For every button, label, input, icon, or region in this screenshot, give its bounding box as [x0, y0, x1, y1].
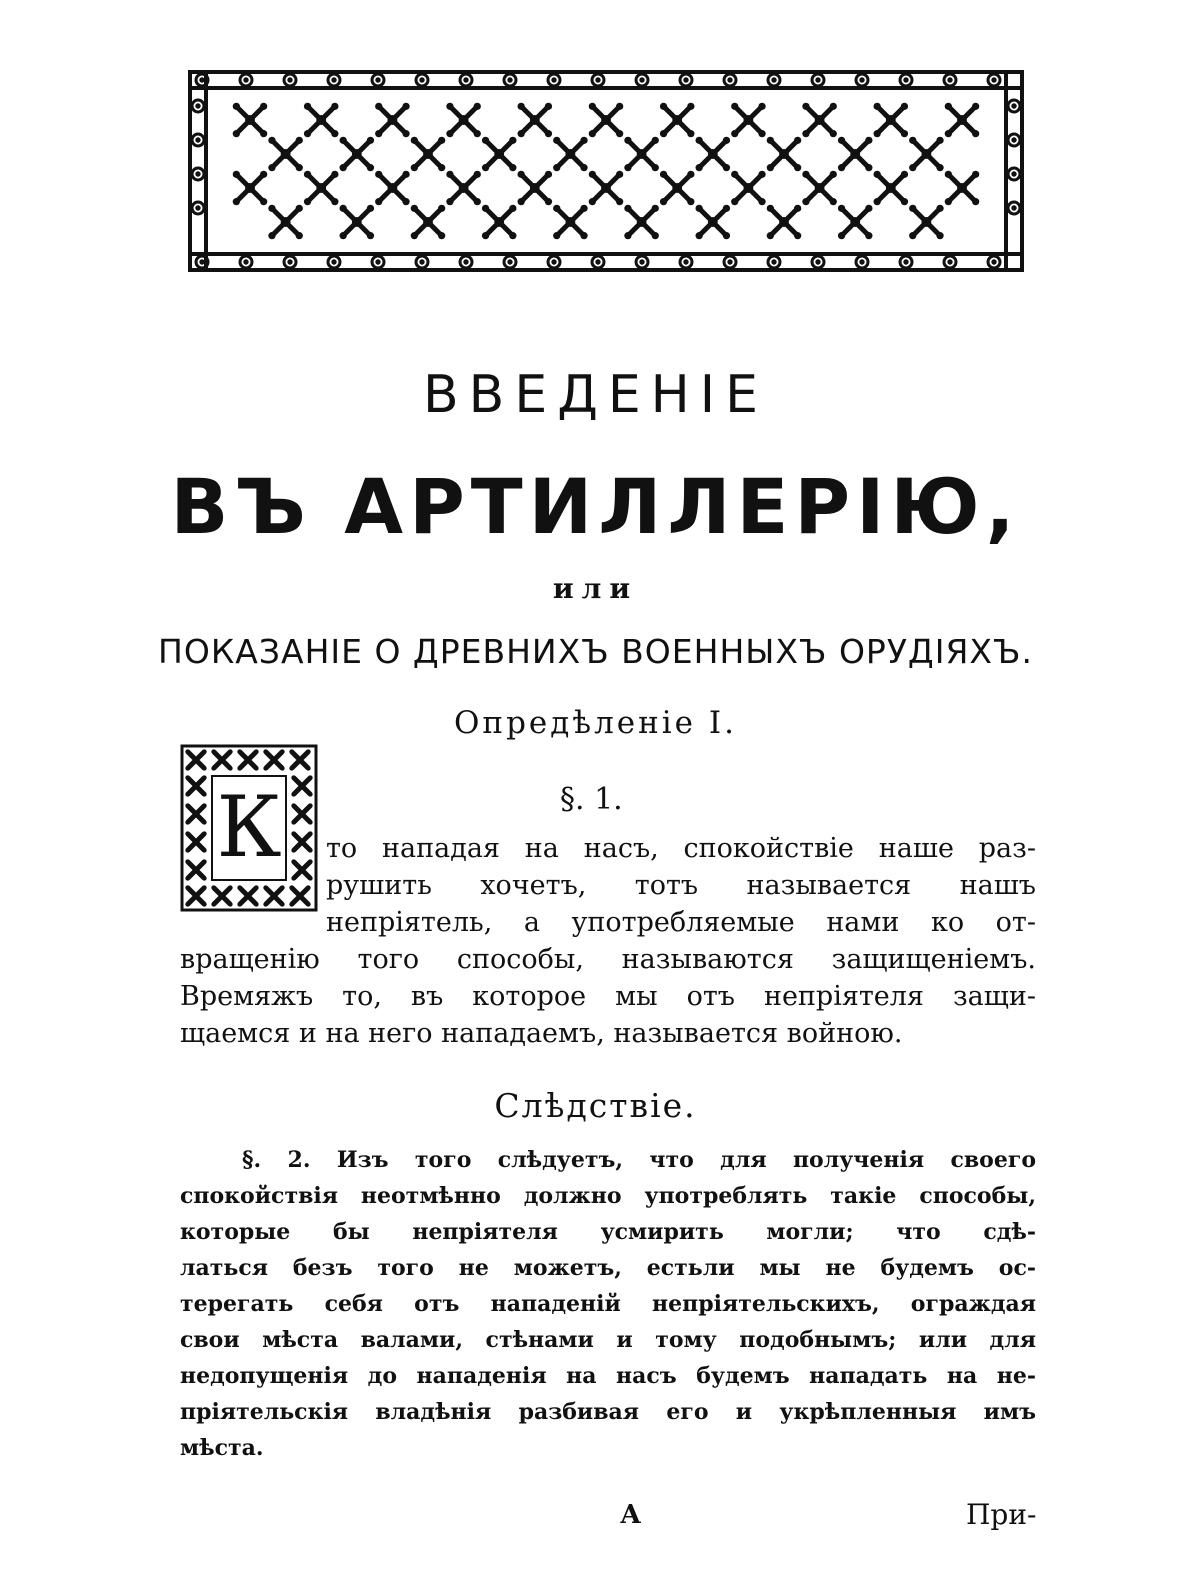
- ornament-rosette-icon: [416, 74, 428, 86]
- dropcap-letter: К: [216, 778, 282, 876]
- ornament-rosette-icon: [1008, 134, 1020, 146]
- ornament-cross-icon: [375, 103, 410, 138]
- ornament-rosette-icon: [548, 256, 560, 268]
- ornament-rosette-icon: [372, 74, 384, 86]
- ornament-cross-icon: [482, 205, 517, 240]
- title-conjunction: или: [552, 572, 639, 605]
- ornament-cross-icon: [589, 171, 624, 206]
- ornament-rosette-icon: [944, 74, 956, 86]
- ornament-cross-icon: [233, 103, 268, 138]
- ornament-rosette-icon: [768, 74, 780, 86]
- paragraph-line: §. 2. Изъ того слѣдуетъ, что для полученія своего: [242, 1147, 1036, 1173]
- paragraph-line: спокойствія неотмѣнно должно употреблять такіе способы,: [180, 1183, 1036, 1209]
- ornament-rosette-icon: [812, 256, 824, 268]
- ornament-cross-icon: [874, 103, 909, 138]
- subtitle: ПОКАЗАНІЕ О ДРЕВНИХЪ ВОЕННЫХЪ ОРУДІЯХЪ.: [158, 632, 1033, 671]
- ornament-rosette-icon: [768, 256, 780, 268]
- ornament-rosette-icon: [944, 256, 956, 268]
- definition-heading: Опредѣленіе I.: [454, 705, 737, 741]
- ornament-rosette-icon: [460, 256, 472, 268]
- ornament-rosette-icon: [192, 100, 204, 112]
- ornament-rosette-icon: [680, 256, 692, 268]
- paragraph-line: пріятельскія владѣнія разбивая его и укрѣпленныя имъ: [180, 1399, 1036, 1425]
- corollary-heading: Слѣдствіе.: [494, 1086, 697, 1125]
- ornament-rosette-icon: [592, 74, 604, 86]
- ornament-cross-icon: [304, 103, 339, 138]
- ornament-cross-icon: [553, 137, 588, 172]
- ornament-cross-icon: [909, 137, 944, 172]
- ornament-cross-icon: [731, 103, 766, 138]
- ornament-rosette-icon: [328, 256, 340, 268]
- ornament-cross-icon: [660, 171, 695, 206]
- ornament-cross-icon: [340, 205, 375, 240]
- ornament-cross-icon: [268, 205, 303, 240]
- ornament-cross-icon: [731, 171, 766, 206]
- ornament-rosette-icon: [812, 74, 824, 86]
- ornament-rosette-icon: [192, 134, 204, 146]
- ornament-cross-icon: [767, 137, 802, 172]
- ornament-cross-icon: [268, 137, 303, 172]
- ornament-rosette-icon: [1008, 100, 1020, 112]
- ornament-cross-icon: [411, 137, 446, 172]
- ornament-rosette-icon: [192, 202, 204, 214]
- ornament-cross-icon: [624, 137, 659, 172]
- paragraph-line: недопущенія до нападенія на насъ будемъ нападать на не-: [180, 1363, 1036, 1389]
- paragraph-line: рушить хочетъ, тотъ называется нашъ: [326, 870, 1036, 901]
- ornament-cross-icon: [696, 205, 731, 240]
- ornament-rosette-icon: [460, 74, 472, 86]
- ornament-rosette-icon: [592, 256, 604, 268]
- corollary-paragraph: [180, 1142, 1036, 1466]
- title-line-introduction: ВВЕДЕНІЕ: [423, 365, 768, 425]
- ornament-cross-icon: [411, 205, 446, 240]
- paragraph-line: Времяжъ то, въ которое мы отъ непріятеля защи-: [180, 981, 1036, 1012]
- ornament-rosette-icon: [988, 74, 1000, 86]
- ornament-cross-icon: [304, 171, 339, 206]
- paragraph-line: которые бы непріятеля усмирить могли; что сдѣ-: [180, 1219, 1036, 1245]
- ornament-rosette-icon: [856, 256, 868, 268]
- ornament-rosette-icon: [548, 74, 560, 86]
- ornament-rosette-icon: [372, 256, 384, 268]
- paragraph-line: щаемся и на него нападаемъ, называется войною.: [180, 1018, 903, 1049]
- ornament-cross-icon: [446, 171, 481, 206]
- ornament-rosette-icon: [504, 256, 516, 268]
- ornament-rosette-icon: [328, 74, 340, 86]
- ornament-rosette-icon: [1008, 202, 1020, 214]
- ornament-rosette-icon: [636, 74, 648, 86]
- ornament-cross-icon: [660, 103, 695, 138]
- paragraph-line: терегать себя отъ нападеній непріятельскихъ, ограждая: [180, 1291, 1036, 1317]
- ornament-cross-icon: [874, 171, 909, 206]
- paragraph-line: мѣста.: [180, 1435, 264, 1461]
- ornament-rosette-icon: [856, 74, 868, 86]
- paragraph-line: латься безъ того не можетъ, естьли мы не будемъ ос-: [180, 1255, 1036, 1281]
- ornament-rosette-icon: [900, 74, 912, 86]
- ornament-rosette-icon: [240, 256, 252, 268]
- ornament-cross-icon: [945, 171, 980, 206]
- ornament-cross-icon: [340, 137, 375, 172]
- ornament-rosette-icon: [988, 256, 1000, 268]
- section-number-1: §. 1.: [560, 782, 623, 817]
- paragraph-line: вращенію того способы, называются защищеніемъ.: [180, 944, 1036, 975]
- ornament-rosette-icon: [1008, 168, 1020, 180]
- ornament-rosette-icon: [284, 256, 296, 268]
- signature-mark: А: [620, 1500, 642, 1530]
- ornament-cross-icon: [802, 103, 837, 138]
- ornament-cross-icon: [375, 171, 410, 206]
- ornament-rosette-icon: [284, 74, 296, 86]
- ornament-cross-icon: [482, 137, 517, 172]
- ornament-cross-icon: [838, 137, 873, 172]
- title-line-artillery: ВЪ АРТИЛЛЕРІЮ,: [170, 462, 1021, 551]
- ornament-pattern: [182, 66, 1030, 276]
- ornament-rosette-icon: [636, 256, 648, 268]
- ornament-cross-icon: [553, 205, 588, 240]
- ornament-rosette-icon: [504, 74, 516, 86]
- ornament-cross-icon: [909, 205, 944, 240]
- ornament-rosette-icon: [724, 256, 736, 268]
- definition-paragraph: [180, 830, 1036, 1052]
- ornament-rosette-icon: [240, 74, 252, 86]
- ornament-rosette-icon: [192, 168, 204, 180]
- paragraph-line: непріятель, а употребляемые нами ко от-: [326, 907, 1036, 938]
- ornament-rosette-icon: [900, 256, 912, 268]
- header-ornament-band: [182, 66, 1030, 276]
- ornament-cross-icon: [589, 103, 624, 138]
- ornament-cross-icon: [696, 137, 731, 172]
- ornament-cross-icon: [518, 171, 553, 206]
- ornament-cross-icon: [446, 103, 481, 138]
- paragraph-line: то нападая на насъ, спокойствіе наше раз-: [326, 833, 1036, 864]
- ornament-cross-icon: [518, 103, 553, 138]
- ornament-cross-icon: [767, 205, 802, 240]
- ornament-cross-icon: [624, 205, 659, 240]
- paragraph-line: свои мѣста валами, стѣнами и тому подобнымъ; или для: [180, 1327, 1036, 1353]
- ornament-cross-icon: [233, 171, 268, 206]
- ornament-rosette-icon: [416, 256, 428, 268]
- ornament-cross-icon: [802, 171, 837, 206]
- ornament-cross-icon: [838, 205, 873, 240]
- catchword: При-: [966, 1498, 1037, 1531]
- ornament-rosette-icon: [724, 74, 736, 86]
- ornament-rosette-icon: [680, 74, 692, 86]
- ornament-cross-icon: [945, 103, 980, 138]
